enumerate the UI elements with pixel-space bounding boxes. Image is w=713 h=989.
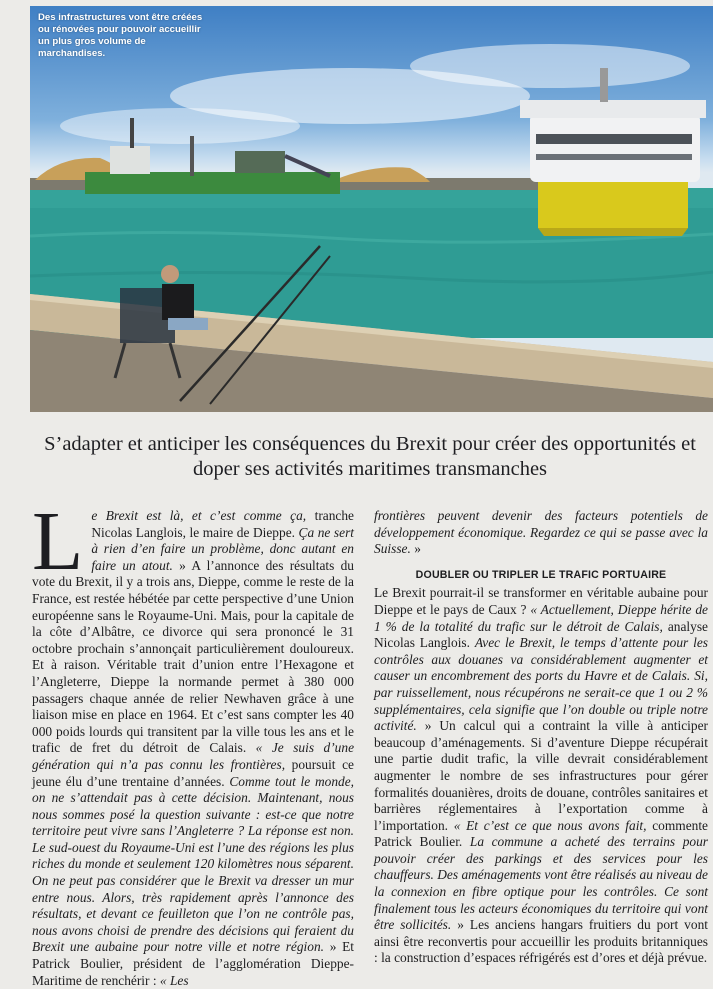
text-run: frontières peuvent devenir des facteurs potentiels de développement économique. Regardez ce qui se passe avec la Suisse. — [374, 508, 708, 557]
text-run: e Brexit est là, et c’est comme ça, — [91, 508, 315, 523]
text-run: « Je suis d’une génération qui n’a pas connu les frontières, — [32, 740, 355, 772]
article-column-left — [32, 495, 355, 989]
text-run: Le Brexit pourrait-il se transformer en véritable aubaine pour Dieppe et le pays de Caux ? — [374, 585, 708, 617]
text-run: » — [414, 541, 421, 557]
text-run: » Un calcul qui a contraint la ville à anticiper beaucoup d’aménagements. Si d’aventure Dieppe récupérait une partie dudit trafic, la ville devrait considérablement augmenter le nombre de ses infrastructures pour gérer formalités douanières, droits de douane, contrôles sanitaires et barrières réglementaires à l’exportation comme à l’importation. — [374, 718, 708, 833]
text-run: analyse Nicolas Langlois. — [374, 618, 708, 651]
text-run: » Les anciens hangars fruitiers du port vont ainsi être reconvertis pour accueillir les produits britanniques : la construction d’espaces réfrigérés est d’ores et déjà prévue. — [374, 917, 708, 966]
text-run: Ça ne sert à rien d’en faire un problème, donc autant en faire un atout. — [91, 524, 355, 573]
text-run: » A l’annonce des résultats du vote du Brexit, il y a trois ans, Dieppe, comme le reste de la France, est restée hébétée par cette perspective d’une Union européenne sans le Royaume-Uni. Mais, pour la capitale de la côte d’Albâtre, ce divorce qui sera prononcé le 31 octobre prochain s’annonçait particulièrement douloureux. Et à raison. Véritable trait d’union entre l’Hexagone et l’Angleterre, Dieppe la normande permet à 380 000 passagers chaque année de relier Newhaven grâce à une liaison mise en place en 1964. Et c’est sans compter les 40 000 poids lourds qui transitent par la ville tous les ans et le trafic de fret du détroit de Calais. — [32, 557, 354, 756]
text-run: » Et Patrick Boulier, président de l’agglomération Dieppe-Maritime de renchérir : — [32, 939, 354, 988]
article-headline: S’adapter et anticiper les conséquences du Brexit pour créer des opportunités et doper ses activités maritimes transmanches — [44, 433, 696, 480]
text-run: tranche Nicolas Langlois, le maire de Dieppe. — [91, 508, 354, 540]
drop-cap: L — [32, 495, 84, 588]
section-subhead: DOUBLER OU TRIPLER LE TRAFIC PORTUAIRE — [415, 568, 667, 581]
paragraph-right-body — [374, 585, 708, 967]
text-run: « Actuellement, Dieppe hérite de 1 % de la totalité du trafic sur le détroit de Calais, — [374, 601, 708, 634]
photo-caption: Des infrastructures vont être créées ou rénovées pour pouvoir accueillir un plus gros volume de marchandises. — [38, 12, 203, 59]
harbor-photo — [30, 6, 713, 412]
paragraph-right-intro — [374, 508, 708, 558]
text-run: Comme tout le monde, on ne s’attendait pas à cette décision. Maintenant, nous nous sommes posé la question suivante : est-ce que notre territoire peut vivre sans l’Angleterre ? La réponse est non. Le sud-ouest du Royaume-Uni est l’une des régions les plus riches du monde et seulement 120 kilomètres nous séparent. On ne peut pas considérer que le Brexit va dresser un mur entre nous. Alors, très rapidement après l’annonce des résultats, et devant ce feuilleton que l’on ne contrôle pas, nous avons choisi de prendre des décisions qui feraient du Brexit une aubaine pour notre ville et notre région. — [32, 773, 355, 955]
text-run: La commune a acheté des terrains pour pouvoir créer des parkings et des services pour les chauffeurs. Des aménagements vont être réalisés au niveau de la connexion en fibre optique pour les contrôles. Ce sont finalement tous les acteurs économiques du territoire qui vont être sollicités. — [374, 834, 709, 933]
paragraph-left — [32, 495, 355, 989]
text-run: Avec le Brexit, le temps d’attente pour les contrôles aux douanes va considérablement augmenter et causer un encombrement des ports du Havre et de Calais. Si, par ruissellement, nous récupérons ne serait-ce que 1 ou 2 % supplémentaires, cela signifie que l’on double ou triple notre activité. — [374, 635, 708, 734]
text-run: poursuit ce jeune élu d’une trentaine d’années. — [32, 756, 354, 789]
text-run: « Et c’est ce que nous avons fait, — [453, 817, 653, 833]
harbor-illustration — [30, 6, 713, 412]
text-run: « Les — [159, 972, 189, 988]
text-run: commente Patrick Boulier. — [374, 817, 708, 850]
article-column-right — [374, 508, 708, 967]
